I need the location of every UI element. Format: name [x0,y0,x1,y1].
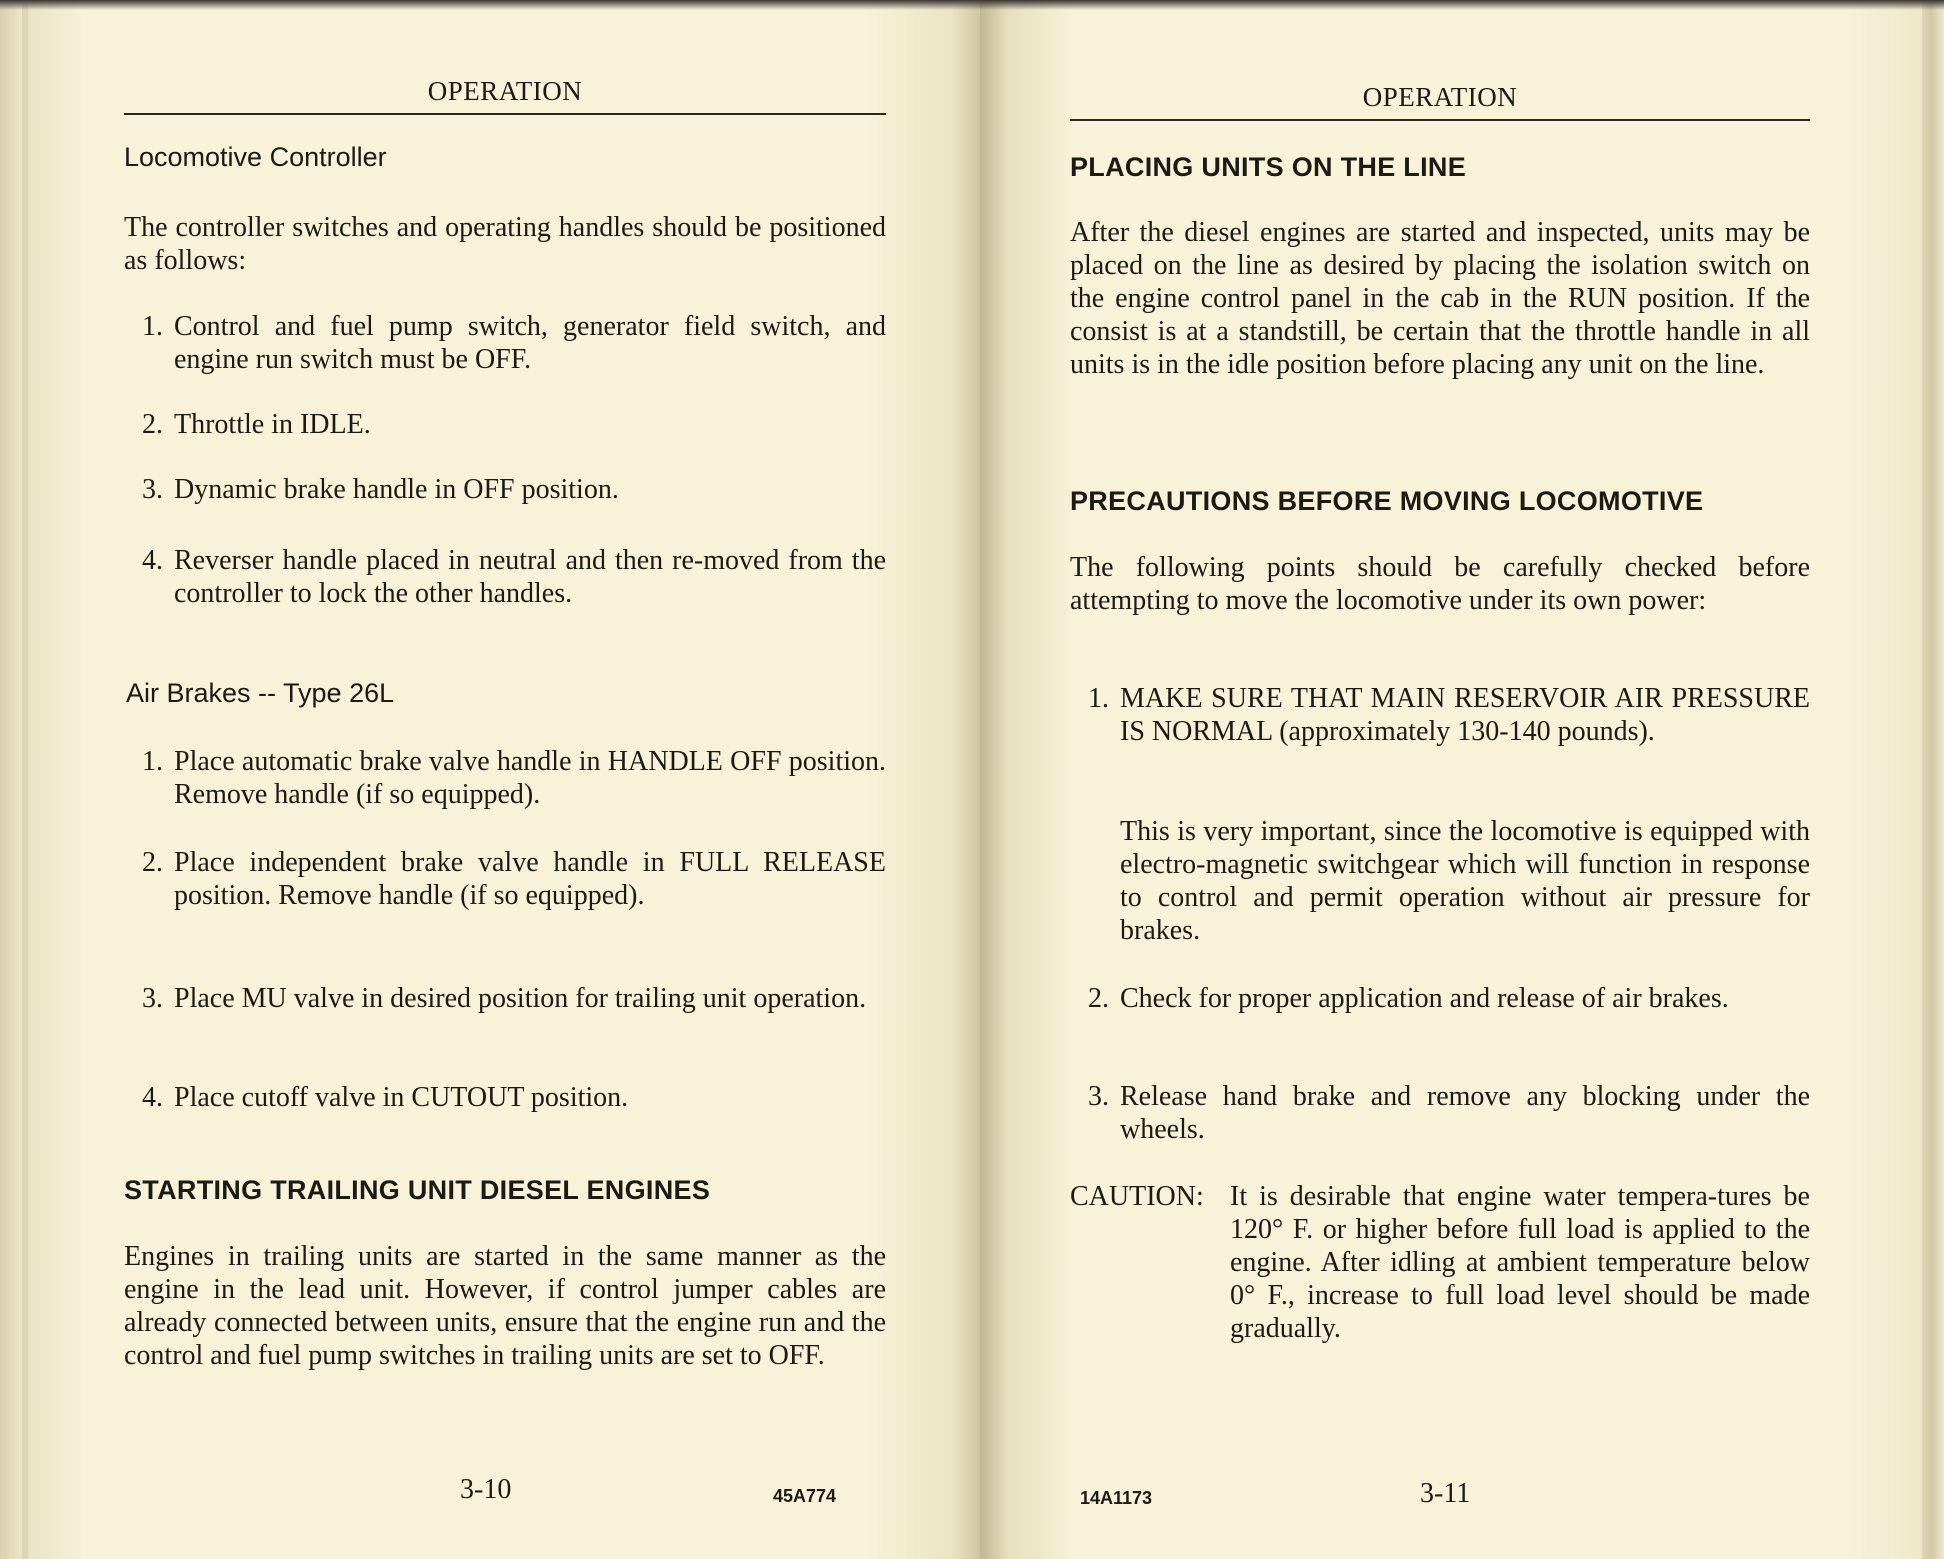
left-doc-code: 45A774 [773,1486,837,1506]
controller-item-1 [124,310,886,376]
airbrake-item-4 [124,1081,886,1114]
item-number: 2. [1088,983,1109,1014]
caution-block [1070,1180,1810,1345]
item-number: 4. [142,545,163,576]
precaution-item-1-note [1120,815,1810,947]
starting-trailing-unit-text: Engines in trailing units are started in the same manner as the engine in the lead unit. However, if control jumper cables are already connected between units, ensure that the engine run and the control and fuel pump switches in trailing units are set to OFF. [124,1241,886,1371]
top-shadow [0,0,1944,10]
starting-trailing-unit-heading: STARTING TRAILING UNIT DIESEL ENGINES [124,1175,711,1205]
airbrake-item-3 [124,982,886,1015]
item-text: Throttle in IDLE. [174,409,371,440]
right-section-1 [1070,152,1810,183]
left-running-head-block [124,76,886,115]
right-section-1-body [1070,216,1810,381]
item-text: Reverser handle placed in neutral and then re-moved from the controller to lock the other handles. [174,545,886,609]
left-section-1-intro [124,211,886,277]
locomotive-controller-heading: Locomotive Controller [124,142,387,172]
controller-item-4 [124,544,886,610]
item-text: Dynamic brake handle in OFF position. [174,474,619,505]
right-section-2 [1070,486,1810,517]
controller-item-2 [124,408,886,441]
controller-intro-text: The controller switches and operating handles should be positioned as follows: [124,212,886,276]
airbrake-item-1 [124,745,886,811]
left-section-1 [124,142,886,173]
item-text: Check for proper application and release of air brakes. [1120,983,1729,1014]
page-edge-right [1922,0,1944,1559]
left-page [22,0,980,1559]
precaution-item-2 [1070,982,1810,1015]
precautions-intro-text: The following points should be carefully checked before attempting to move the locomotive under its own power: [1070,552,1810,616]
left-section-3-body [124,1240,886,1372]
right-running-head: OPERATION [1070,82,1810,121]
precautions-heading: PRECAUTIONS BEFORE MOVING LOCOMOTIVE [1070,486,1704,516]
item-text: Release hand brake and remove any blocking under the wheels. [1120,1081,1810,1145]
left-running-head: OPERATION [124,76,886,115]
item-text: Place automatic brake valve handle in HANDLE OFF position. Remove handle (if so equipped). [174,746,886,810]
item-text: Place independent brake valve handle in FULL RELEASE position. Remove handle (if so equipped). [174,847,886,911]
item-number: 2. [142,847,163,878]
item-number: 4. [142,1082,163,1113]
page-edge-left [0,0,22,1559]
item-number: 3. [1088,1081,1109,1112]
right-doc-code: 14A1173 [1080,1488,1153,1508]
item-number: 2. [142,409,163,440]
item-text: Place cutoff valve in CUTOUT position. [174,1082,629,1113]
right-section-2-intro [1070,551,1810,617]
precaution-item-3 [1070,1080,1810,1146]
air-brakes-heading: Air Brakes -- Type 26L [126,678,395,708]
caution-label: CAUTION: [1070,1181,1204,1212]
airbrake-item-2 [124,846,886,912]
controller-item-3 [124,473,886,506]
placing-units-text: After the diesel engines are started and inspected, units may be placed on the line as desired by placing the isolation switch on the engine control panel in the cab in the RUN position. If the consist is at a standstill, be certain that the throttle handle in all units is in the idle position before placing any unit on the line. [1070,217,1810,380]
left-section-2 [126,678,888,709]
item-number: 3. [142,474,163,505]
right-running-head-block [1070,82,1810,121]
right-page [980,0,1922,1559]
item-number: 1. [1088,683,1109,714]
right-page-number: 3-11 [1420,1478,1471,1509]
caution-text: It is desirable that engine water tempera-tures be 120° F. or higher before full load is applied to the engine. After idling at ambient temperature below 0° F., increase to full load level should be made gradually. [1230,1181,1810,1344]
item-text: MAKE SURE THAT MAIN RESERVOIR AIR PRESSURE IS NORMAL (approximately 130-140 pounds). [1120,683,1810,747]
placing-units-heading: PLACING UNITS ON THE LINE [1070,152,1467,182]
item-note-text: This is very important, since the locomotive is equipped with electro-magnetic switchgear which will function in response to control and permit operation without air pressure for brakes. [1120,816,1810,946]
item-text: Control and fuel pump switch, generator field switch, and engine run switch must be OFF. [174,311,886,375]
item-number: 3. [142,983,163,1014]
left-page-number: 3-10 [460,1474,512,1505]
item-number: 1. [142,311,163,342]
precaution-item-1 [1070,682,1810,748]
item-text: Place MU valve in desired position for trailing unit operation. [174,983,867,1014]
left-section-3 [124,1175,886,1206]
item-number: 1. [142,746,163,777]
